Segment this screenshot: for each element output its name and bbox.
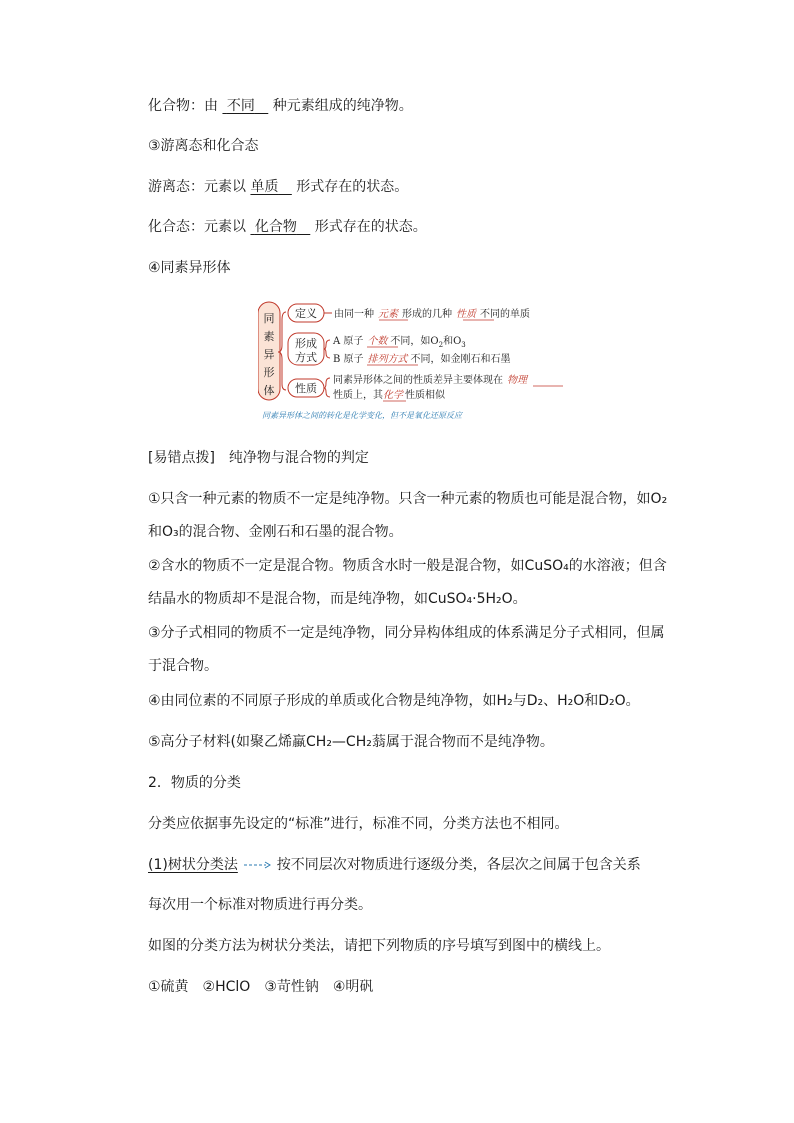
svg-text:形成: 形成	[295, 337, 317, 350]
tip-title: [易错点拨] 纯净物与混合物的判定	[148, 450, 369, 466]
task-text: 如图的分类方法为树状分类法，请把下列物质的序号填写到图中的横线上。	[148, 938, 610, 954]
svg-text:性质: 性质	[295, 382, 317, 395]
answer-blank: 不同	[226, 98, 255, 114]
tree-method: (1)树状分类法 按不同层次对物质进行逐级分类，各层次之间属于包含关系	[148, 857, 641, 873]
compound-definition	[148, 96, 413, 116]
tip-paragraph: ⑤高分子材料(如聚乙烯蠃CH₂—CH₂蓊属于混合物而不是纯净物。	[148, 734, 554, 750]
root-char: 形	[263, 366, 275, 379]
tip-paragraph: ③分子式相同的物质不一定是纯净物，同分异构体组成的体系满足分子式相同，但属于混合物。	[148, 625, 665, 674]
text: 种元素组成的纯净物。	[272, 98, 413, 114]
tree-method-desc: 每次用一个标准对物质进行再分类。	[148, 897, 372, 913]
combined-state-definition: 化合态：元素以 化合物 形式存在的状态。	[148, 219, 427, 235]
formation-a-text: A 原子 个数 不同，如$O_2$和$O_3$	[333, 336, 466, 349]
svg-text:方式: 方式	[295, 351, 317, 364]
property-text-1: 同素异形体之间的性质差异主要体现在 物理	[333, 375, 527, 386]
root-char: 素	[263, 330, 275, 343]
section-title: 2．物质的分类	[148, 775, 241, 791]
tip-paragraph: ①只含一种元素的物质不一定是纯净物。只含一种元素的物质也可能是混合物，如O₂和O₃的混合物、金刚石和石墨的混合物。	[148, 491, 668, 540]
root-char: 异	[263, 348, 275, 361]
svg-text:定义: 定义	[295, 307, 317, 320]
answer-blank: 单质	[250, 179, 279, 195]
tree-label: (1)树状分类法	[148, 857, 238, 873]
answer-blank: 化合物	[254, 219, 297, 235]
substance-list: ①硫黄 ②HClO ③苛性钠 ④明矾	[148, 979, 374, 995]
root-char: 体	[263, 384, 275, 397]
handwritten-note: 同素异形体之间的转化是化学变化，但不是氧化还原反应	[262, 411, 462, 420]
formation-b-text: B 原子 排列方式 不同，如金刚石和石墨	[333, 354, 511, 365]
definition-text: 由同一种 元素 形成的几种 性质 不同的单质	[334, 309, 530, 320]
section-intro: 分类应依据事先设定的“标准”进行，标准不同，分类方法也不相同。	[148, 816, 569, 832]
tip-paragraph: ④由同位素的不同原子形成的单质或化合物是纯净物，如H₂与D₂、H₂O和D₂O。	[148, 693, 640, 709]
property-text-2: 性质上，其化学 性质相似	[333, 390, 445, 401]
root-char: 同	[263, 312, 275, 325]
allotrope-diagram	[258, 300, 578, 422]
subsection-heading: ④同素异形体	[148, 260, 231, 276]
subsection-heading: ③游离态和化合态	[148, 138, 259, 154]
arrow-icon	[242, 860, 272, 870]
text: 化合物：由	[148, 98, 218, 114]
tip-paragraph: ②含水的物质不一定是混合物。物质含水时一般是混合物，如CuSO₄的水溶液；但含结晶水的物质却不是混合物，而是纯净物，如CuSO₄·5H₂O。	[148, 558, 667, 607]
free-state-definition: 游离态：元素以 单质 形式存在的状态。	[148, 179, 409, 195]
